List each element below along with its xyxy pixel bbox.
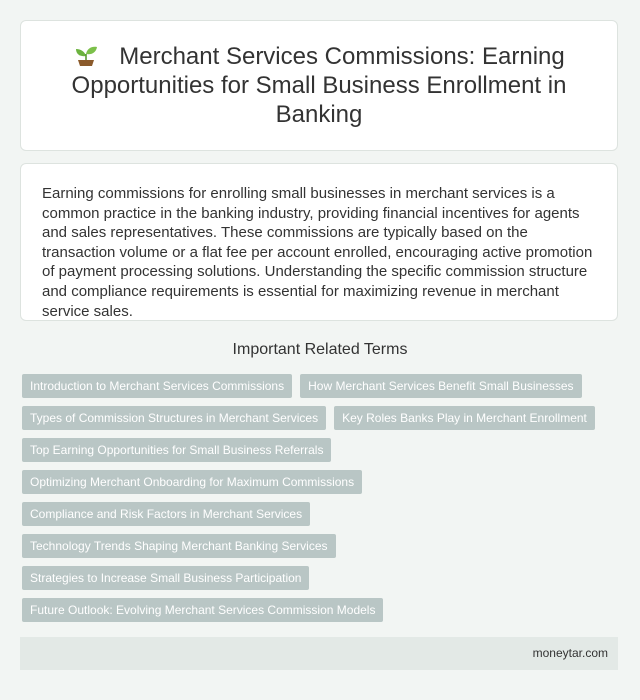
related-term-tag[interactable]: Top Earning Opportunities for Small Business Referrals <box>22 438 331 462</box>
related-term-tag[interactable]: Technology Trends Shaping Merchant Banking Services <box>22 534 336 558</box>
related-terms-heading: Important Related Terms <box>232 341 408 358</box>
intro-paragraph: Earning commissions for enrolling small businesses in merchant services is a common practice in the banking industry, providing financial incentives for agents and sales representatives. These commissions are typically based on the transaction volume or a flat fee per account enrolled, encouraging active promotion of payment processing solutions. Understanding the specific commission structure and compliance requirements is essential for maximizing revenue in merchant service sales. <box>42 185 593 320</box>
related-term-tag[interactable]: Types of Commission Structures in Merchant Services <box>22 406 326 430</box>
intro-card <box>20 163 618 321</box>
related-term-tag[interactable]: Compliance and Risk Factors in Merchant Services <box>22 502 310 526</box>
related-term-tag[interactable]: Key Roles Banks Play in Merchant Enrollment <box>334 406 595 430</box>
related-term-tag[interactable]: Strategies to Increase Small Business Participation <box>22 566 309 590</box>
header-card <box>20 20 618 151</box>
related-term-tag[interactable]: How Merchant Services Benefit Small Businesses <box>300 374 581 398</box>
page-title-text: Merchant Services Commissions: Earning Opportunities for Small Business Enrollment in Banking <box>71 43 567 128</box>
related-term-tag[interactable]: Future Outlook: Evolving Merchant Services Commission Models <box>22 598 383 622</box>
related-term-tag[interactable]: Introduction to Merchant Services Commissions <box>22 374 292 398</box>
sprout-icon <box>73 44 99 66</box>
related-terms-list <box>22 374 618 622</box>
page-title <box>49 42 589 129</box>
related-term-tag[interactable]: Optimizing Merchant Onboarding for Maximum Commissions <box>22 470 362 494</box>
footer <box>20 637 618 670</box>
footer-site-link[interactable]: moneytar.com <box>532 646 608 660</box>
